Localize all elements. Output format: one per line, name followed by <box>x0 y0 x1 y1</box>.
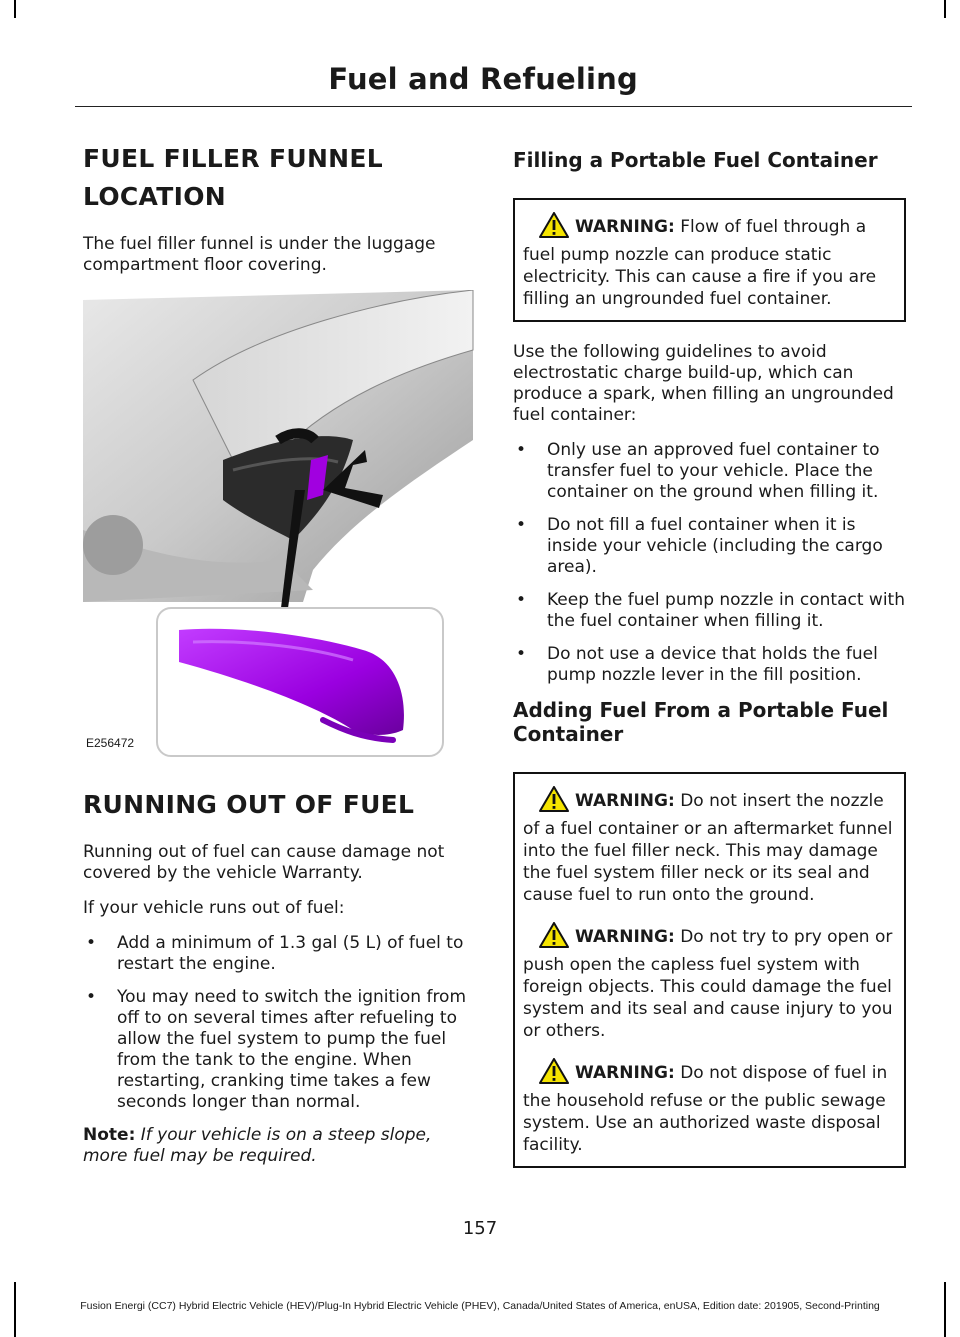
list-item: • Only use an approved fuel container to transfer fuel to your vehicle. Place the container on the ground when filling it. <box>513 440 906 503</box>
right-column <box>513 140 906 1188</box>
warning-item <box>523 1058 896 1156</box>
crop-mark-top-left <box>14 0 16 18</box>
running-out-body-1: Running out of fuel can cause damage not covered by the vehicle Warranty. <box>83 842 445 883</box>
note-text: If your vehicle is on a steep slope, more fuel may be required. <box>83 1125 432 1166</box>
vehicle-trunk-illustration <box>83 290 478 758</box>
running-out-body-2: If your vehicle runs out of fuel: <box>83 898 345 918</box>
warning-triangle-icon <box>539 786 569 818</box>
page-header-title: Fuel and Refueling <box>328 62 638 96</box>
left-column <box>83 140 478 1181</box>
heading-line-2: LOCATION <box>83 182 226 211</box>
list-item: • Do not use a device that holds the fuel pump nozzle lever in the fill position. <box>513 644 906 686</box>
warning-text: Do not try to pry open or push open the capless fuel system with foreign objects. This could damage the fuel system and its seal and cause injury to you or others. <box>523 927 893 1041</box>
warning-box <box>513 198 906 322</box>
warning-label: WARNING: <box>575 217 675 237</box>
warning-label: WARNING: <box>575 1063 675 1083</box>
heading-line-1: FUEL FILLER FUNNEL <box>83 144 383 173</box>
footer-edition-info: Fusion Energi (CC7) Hybrid Electric Vehicle (HEV)/Plug-In Hybrid Electric Vehicle (PHEV), Canada/United States of America, enUSA, Edition date: 201905, Second-Printing <box>80 1300 880 1312</box>
note-label: Note: <box>83 1125 136 1145</box>
figure-code: E256472 <box>86 736 135 750</box>
section-heading-fuel-filler-funnel <box>83 140 478 216</box>
warning-item <box>523 212 896 310</box>
crop-mark-top-right <box>944 0 946 18</box>
warning-box <box>513 772 906 1168</box>
warning-triangle-icon <box>539 922 569 954</box>
section-heading-running-out-of-fuel: RUNNING OUT OF FUEL <box>83 790 415 819</box>
list-item: • Add a minimum of 1.3 gal (5 L) of fuel to restart the engine. <box>83 933 478 975</box>
guidelines-bullet-list <box>513 440 906 686</box>
warning-triangle-icon <box>539 212 569 244</box>
funnel-location-figure <box>83 290 478 758</box>
guidelines-intro-text: Use the following guidelines to avoid electrostatic charge build-up, which can produce a spark, when filling an ungrounded fuel container: <box>513 342 894 425</box>
page-number: 157 <box>462 1218 498 1239</box>
warning-item <box>523 922 896 1042</box>
subheading-adding-fuel-portable-container: Adding Fuel From a Portable Fuel Container <box>513 698 889 746</box>
list-item: • You may need to switch the ignition from off to on several times after refueling to allow the fuel system to pump the fuel from the tank to the engine. When restarting, cranking time takes a few seconds longer than normal. <box>83 987 478 1113</box>
list-item: • Keep the fuel pump nozzle in contact with the fuel container when filling it. <box>513 590 906 632</box>
warning-text: Flow of fuel through a fuel pump nozzle can produce static electricity. This can cause a fire if you are filling an ungrounded fuel container. <box>523 217 877 309</box>
subheading-filling-portable-container: Filling a Portable Fuel Container <box>513 148 878 172</box>
list-item: • Do not fill a fuel container when it is inside your vehicle (including the cargo area). <box>513 515 906 578</box>
funnel-location-text: The fuel filler funnel is under the luggage compartment floor covering. <box>83 234 436 275</box>
warning-label: WARNING: <box>575 927 675 947</box>
running-out-bullet-list <box>83 933 478 1113</box>
warning-text: Do not insert the nozzle of a fuel container or an aftermarket funnel into the fuel filler neck. This may damage the fuel system filler neck or its seal and cause fuel to run onto the ground. <box>523 791 893 905</box>
warning-item <box>523 786 896 906</box>
note-paragraph <box>83 1125 478 1167</box>
warning-label: WARNING: <box>575 791 675 811</box>
warning-text: Do not dispose of fuel in the household refuse or the public sewage system. Use an authorized waste disposal facility. <box>523 1063 888 1155</box>
warning-triangle-icon <box>539 1058 569 1090</box>
header-divider <box>75 106 912 107</box>
